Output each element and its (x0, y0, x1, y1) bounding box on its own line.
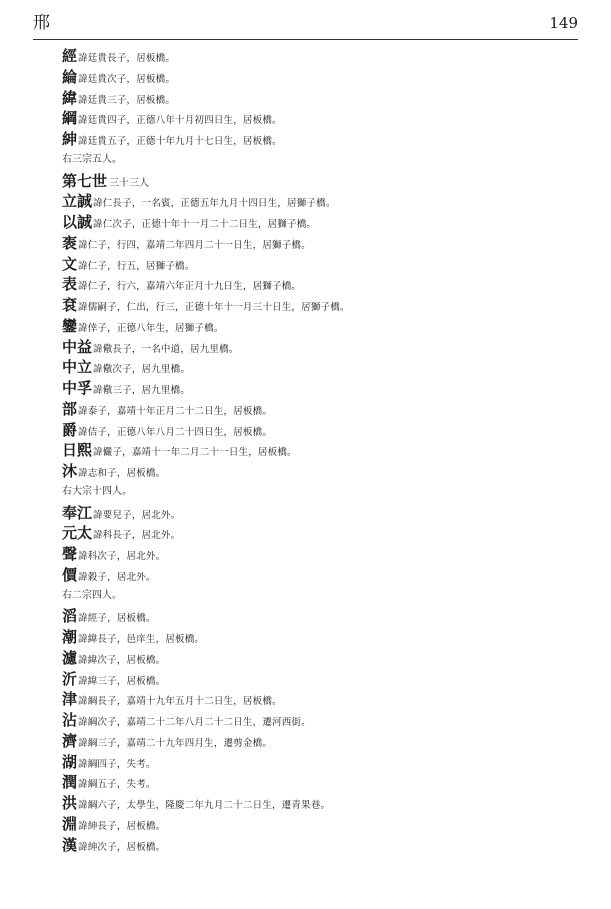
person-note: 諱穀子，居北外。 (78, 571, 156, 583)
person-note: 諱緯次子，居板橋。 (78, 654, 166, 666)
person-name: 沂 (62, 669, 78, 688)
page-number: 149 (549, 14, 578, 32)
person-note: 諱緯三子，居板橋。 (78, 675, 166, 687)
person-note: 諱仁次子，正德十年十一月二十二日生，居獅子橋。 (93, 219, 317, 230)
person-note: 諱科長子，居北外。 (93, 530, 181, 542)
person-name: 文 (62, 254, 78, 273)
branch-summary (62, 150, 582, 171)
person-name: 奉江 (62, 503, 93, 522)
genealogy-entry (62, 440, 582, 461)
genealogy-entry (62, 710, 582, 731)
person-name: 潤 (62, 773, 78, 792)
person-note: 諱經子，居板橋。 (78, 613, 156, 625)
person-name: 沐 (62, 462, 78, 480)
genealogy-entry (62, 88, 582, 109)
person-note: 諱佶子，正德八年八月二十四日生，居板橋。 (78, 426, 273, 438)
header-rule (33, 39, 578, 40)
person-note: 諱儆三子，居九里橋。 (93, 385, 191, 396)
person-name: 袞 (62, 296, 78, 314)
branch-summary (62, 586, 582, 607)
person-name: 津 (62, 690, 78, 709)
person-note: 諱志和子，居板橋。 (78, 468, 166, 479)
summary-text: 右二宗四人。 (62, 589, 122, 601)
genealogy-entry (62, 503, 582, 524)
person-note: 諱紳次子，居板橋。 (78, 841, 166, 853)
person-name: 中孚 (62, 379, 93, 397)
person-note: 諱綱四子，失考。 (78, 758, 156, 770)
generation-heading (62, 171, 582, 192)
person-note: 諱廷貴次子，居板橋。 (78, 73, 176, 85)
genealogy-entry (62, 606, 582, 627)
person-name: 鑾 (62, 316, 78, 335)
person-note: 諱廷貴四子，正德八年十月初四日生，居板橋。 (78, 115, 282, 127)
genealogy-entry (62, 669, 582, 690)
person-name: 以誠 (62, 213, 93, 231)
person-name: 中立 (62, 358, 93, 377)
genealogy-entry (62, 544, 582, 565)
person-note: 諱綱五子，失考。 (78, 779, 156, 791)
person-note: 諱儆次子，居九里橋。 (93, 364, 191, 376)
person-name: 湖 (62, 752, 78, 771)
person-name: 部 (62, 399, 78, 418)
genealogy-entry (62, 648, 582, 669)
person-name: 潮 (62, 628, 78, 646)
person-name: 元太 (62, 524, 93, 543)
person-name: 濾 (62, 648, 78, 667)
genealogy-entry (62, 793, 582, 814)
person-name: 立誠 (62, 192, 93, 211)
genealogy-entries (62, 46, 582, 855)
genealogy-entry (62, 129, 582, 150)
person-name: 價 (62, 565, 78, 584)
genealogy-entry (62, 233, 582, 254)
person-note: 諱緯長子，邑庠生，居板橋。 (78, 634, 205, 645)
genealogy-entry (62, 399, 582, 420)
person-name: 中益 (62, 337, 93, 356)
person-note: 諱綱六子，太學生，隆慶二年九月二十二日生，遷青果巷。 (78, 800, 331, 811)
person-name: 沾 (62, 711, 78, 729)
person-name: 滔 (62, 607, 78, 626)
genealogy-entry (62, 731, 582, 752)
person-name: 淵 (62, 814, 78, 833)
genealogy-entry (62, 565, 582, 586)
page-header (33, 12, 578, 40)
genealogy-entry (62, 295, 582, 316)
person-name: 漢 (62, 835, 78, 854)
person-name: 綸 (62, 67, 78, 86)
genealogy-entry (62, 752, 582, 773)
person-note: 諱仁子，行四，嘉靖二年四月二十一日生，居獅子橋。 (78, 239, 311, 251)
person-note: 諱泰子，嘉靖十年正月二十二日生，居板橋。 (78, 405, 273, 417)
genealogy-entry (62, 461, 582, 482)
person-note: 諱科次子，居北外。 (78, 551, 166, 562)
genealogy-entry (62, 274, 582, 295)
genealogy-entry (62, 378, 582, 399)
person-name: 洪 (62, 794, 78, 812)
person-note: 諱綱次子，嘉靖二十二年八月二十二日生，遷河西街。 (78, 717, 311, 728)
person-note: 諱仁子，行五，居獅子橋。 (78, 260, 195, 272)
person-note: 諱仁子，行六，嘉靖六年正月十九日生，居獅子橋。 (78, 281, 302, 293)
person-note: 諱倖子，正德八年生，居獅子橋。 (78, 322, 224, 334)
person-note: 諱儼子，嘉靖十一年二月二十一日生，居板橋。 (93, 447, 297, 459)
genealogy-entry (62, 212, 582, 233)
generation-count: 三十三人 (109, 177, 150, 189)
genealogy-entry (62, 627, 582, 648)
person-name: 經 (62, 47, 78, 65)
genealogy-entry (62, 814, 582, 835)
person-name: 聲 (62, 545, 78, 563)
running-head-surname: 邢 (33, 13, 50, 33)
genealogy-entry (62, 835, 582, 856)
genealogy-entry (62, 337, 582, 358)
person-name: 爵 (62, 420, 78, 439)
person-name: 表 (62, 275, 78, 294)
person-name: 紳 (62, 130, 78, 148)
genealogy-entry (62, 254, 582, 275)
person-note: 諱廷貴三子，居板橋。 (78, 94, 176, 106)
genealogy-entry (62, 523, 582, 544)
genealogy-entry (62, 108, 582, 129)
person-note: 諱紳長子，居板橋。 (78, 820, 166, 832)
person-note: 諱仁長子，一名賓，正德五年九月十四日生，居獅子橋。 (93, 198, 336, 210)
person-name: 緯 (62, 88, 78, 107)
summary-text: 右大宗十四人。 (62, 485, 132, 497)
genealogy-entry (62, 191, 582, 212)
person-note: 諱廷貴長子，居板橋。 (78, 53, 176, 64)
branch-summary (62, 482, 582, 503)
person-note: 諱要兒子，居北外。 (93, 509, 181, 521)
genealogy-entry (62, 689, 582, 710)
person-note: 諱綱三子，嘉靖二十九年四月生，遷剪金橋。 (78, 737, 273, 749)
person-note: 諱綱長子，嘉靖十九年五月十二日生，居板橋。 (78, 696, 282, 708)
person-name: 綱 (62, 109, 78, 128)
genealogy-entry (62, 67, 582, 88)
person-name: 袠 (62, 233, 78, 252)
genealogy-entry (62, 357, 582, 378)
genealogy-entry (62, 46, 582, 67)
person-note: 諱儒嗣子，仁出，行三，正德十年十一月三十日生，居獅子橋。 (78, 302, 350, 313)
summary-text: 右三宗五人。 (62, 153, 122, 165)
genealogy-entry (62, 316, 582, 337)
genealogy-entry (62, 420, 582, 441)
genealogy-entry (62, 772, 582, 793)
generation-title: 第七世 (62, 171, 108, 190)
person-name: 濟 (62, 731, 78, 750)
person-note: 諱廷貴五子，正德十年九月十七日生，居板橋。 (78, 136, 282, 147)
person-name: 日熙 (62, 441, 93, 460)
person-note: 諱儆長子，一名中道，居九里橋。 (93, 343, 239, 355)
